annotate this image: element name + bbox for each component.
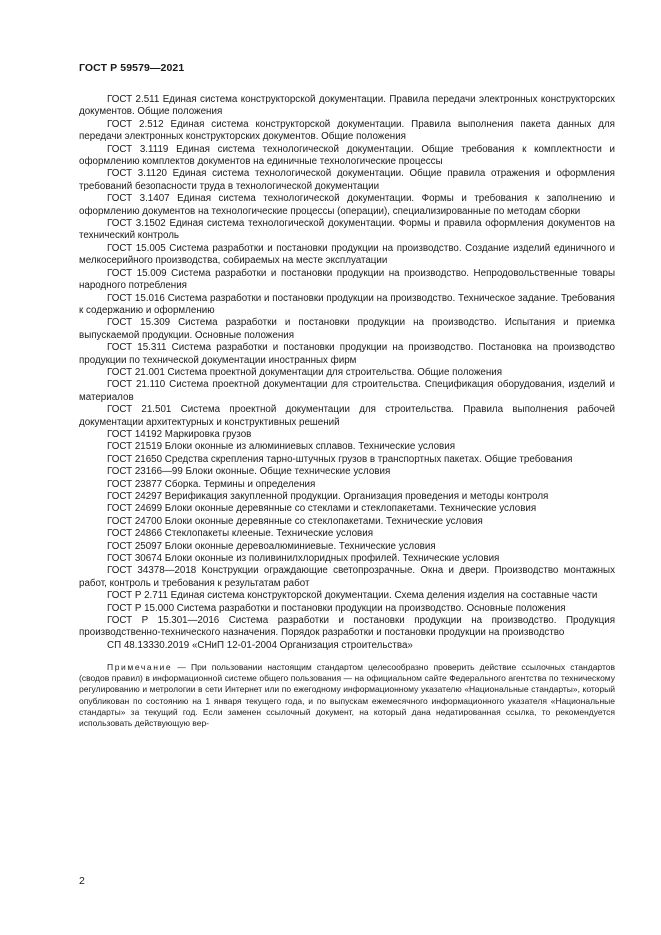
reference-item: ГОСТ 15.005 Система разработки и постановки продукции на производство. Создание изделий единичного и мелкосерийного производства, собираемых на месте эксплуатации (79, 242, 615, 267)
reference-item: ГОСТ 15.309 Система разработки и постановки продукции на производство. Испытания и приемка выпускаемой продукции. Основные положения (79, 317, 615, 341)
reference-item: ГОСТ 21.501 Система проектной документации для строительства. Правила выполнения рабочей документации архитектурных и конструктивных решений (79, 404, 615, 428)
reference-item: ГОСТ 34378—2018 Конструкции ограждающие светопрозрачные. Окна и двери. Производство монтажных работ, контроль и требования к результатам работ (79, 565, 615, 589)
reference-item: ГОСТ 24297 Верификация закупленной продукции. Организация проведения и методы контроля (107, 491, 549, 502)
reference-item: ГОСТ 15.009 Система разработки и постановки продукции на производство. Непродовольственные товары народного потребления (79, 267, 615, 292)
note-text: — При пользовании настоящим стандартом целесообразно проверить действие ссылочных стандартов (сводов правил) в информационной системе общего пользования — на официальном сайте Федерального агентства по техническому регулированию и метрологии в сети Интернет или по ежегодному информационному указателю «Национальные стандарты», который опубликован по состоянию на 1 января текущего года, и по выпускам ежемесячного информационного указателя «Национальные стандарты» за текущий год. Если заменен ссылочный документ, на который дана недатированная ссылка, то рекомендуется использовать действующую вер- (79, 662, 615, 728)
reference-item: ГОСТ Р 15.301—2016 Система разработки и постановки продукции на производство. Продукция производственно-технического назначения. Порядок разработки и постановки продукции на производство (79, 615, 615, 639)
reference-item: ГОСТ 24699 Блоки оконные деревянные со стеклами и стеклопакетами. Технические условия (107, 503, 537, 515)
reference-item: ГОСТ 30674 Блоки оконные из поливинилхлоридных профилей. Технические условия (107, 553, 500, 565)
note-label: Примечание (107, 662, 173, 673)
reference-item: ГОСТ 2.511 Единая система конструкторской документации. Правила передачи электронных конструкторских документов. Общие положения (79, 94, 615, 118)
reference-item: ГОСТ 15.016 Система разработки и постановки продукции на производство. Техническое задание. Требования к содержанию и оформлению (79, 292, 615, 316)
normative-references (79, 94, 615, 729)
reference-item: ГОСТ 23166—99 Блоки оконные. Общие технические условия (107, 466, 391, 478)
reference-item: ГОСТ 24866 Стеклопакеты клееные. Технические условия (107, 528, 374, 540)
reference-item: ГОСТ 21650 Средства скрепления тарно-штучных грузов в транспортных пакетах. Общие требования (107, 453, 573, 465)
reference-item: ГОСТ 21.001 Система проектной документации для строительства. Общие положения (107, 366, 503, 378)
reference-item: ГОСТ 3.1120 Единая система технологической документации. Общие правила отражения и оформления требований безопасности труда в технологической документации (79, 168, 615, 192)
reference-item: ГОСТ 15.311 Система разработки и постановки продукции на производство. Постановка на производство продукции по технической документации иностранных фирм (79, 342, 615, 366)
reference-item: ГОСТ 2.512 Единая система конструкторской документации. Правила выполнения пакета данных для передачи электронных конструкторских документов. Общие положения (79, 118, 615, 143)
reference-item: ГОСТ 3.1119 Единая система технологической документации. Общие требования к комплектности и оформлению комплектов документов на единичные технологические процессы (79, 143, 615, 168)
reference-item: ГОСТ 24700 Блоки оконные деревянные со стеклопакетами. Технические условия (107, 515, 483, 527)
reference-item: ГОСТ Р 15.000 Система разработки и постановки продукции на производство. Основные положения (107, 602, 566, 614)
reference-item: ГОСТ 3.1502 Единая система технологической документации. Формы и правила оформления документов на технический контроль (79, 218, 615, 242)
reference-note (79, 662, 615, 729)
reference-item: СП 48.13330.2019 «СНиП 12-01-2004 Организация строительства» (107, 639, 413, 651)
reference-item: ГОСТ 21.110 Система проектной документации для строительства. Спецификация оборудования, изделий и материалов (79, 379, 615, 403)
page-number: 2 (79, 875, 85, 887)
reference-item: ГОСТ Р 2.711 Единая система конструкторской документации. Схема деления изделия на составные части (107, 590, 598, 602)
reference-item: ГОСТ 25097 Блоки оконные деревоалюминиевые. Технические условия (107, 540, 436, 552)
reference-item: ГОСТ 14192 Маркировка грузов (107, 428, 252, 440)
reference-item: ГОСТ 3.1407 Единая система технологической документации. Формы и требования к заполнению и оформлению документов на технологические процессы (операции), специализированные по методам сборки (79, 193, 615, 217)
reference-item: ГОСТ 21519 Блоки оконные из алюминиевых сплавов. Технические условия (107, 441, 456, 453)
document-header: ГОСТ Р 59579—2021 (79, 62, 185, 74)
reference-item: ГОСТ 23877 Сборка. Термины и определения (107, 478, 316, 490)
